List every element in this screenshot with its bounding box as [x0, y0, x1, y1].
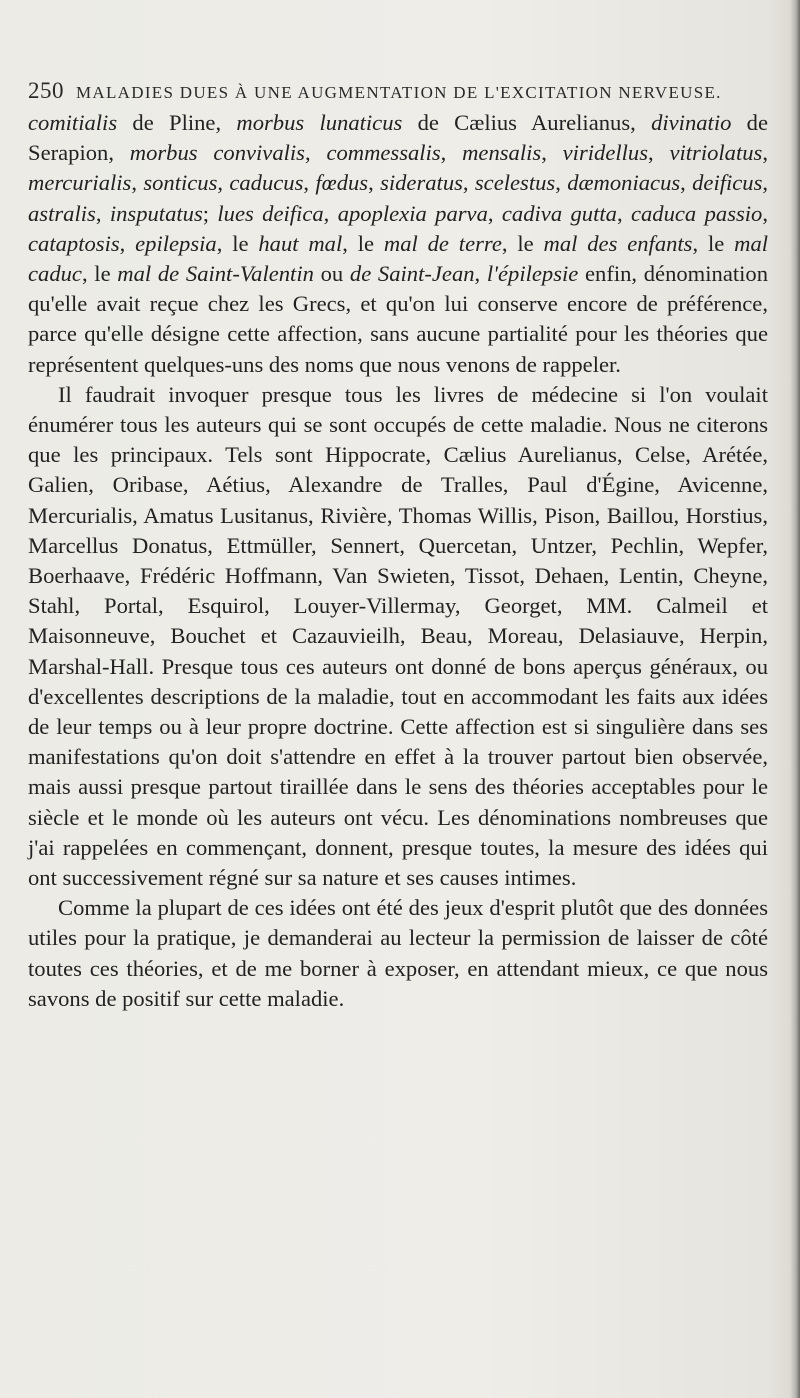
italic-term: mal de terre	[383, 230, 502, 256]
text-run: ,	[474, 261, 487, 287]
text-run: ,	[555, 170, 568, 196]
italic-term: insputatus	[109, 200, 203, 226]
italic-term: mal des enfants	[543, 230, 693, 256]
text-run: , le	[342, 230, 384, 256]
text-run: , le	[216, 230, 259, 256]
text-run: Comme la plupart de ces idées ont été des jeux d'esprit plutôt que des données utiles pour la pratique, je demanderai au lecteur la permission de laisser de côté toutes ces théories, et de me borner à exposer, en attendant mieux, ce que nous savons de positif sur cette maladie.	[28, 895, 768, 1011]
italic-term: caducus	[229, 170, 304, 196]
italic-term: astralis	[28, 200, 96, 226]
page-number: 250	[28, 78, 64, 103]
italic-term: apoplexia parva	[337, 200, 488, 226]
italic-term: morbus lunaticus	[236, 110, 403, 135]
italic-term: lues deifica	[217, 200, 324, 226]
text-run: ,	[95, 200, 110, 226]
text-run: , le	[692, 230, 735, 256]
italic-term: sonticus	[143, 170, 218, 196]
text-run: ou	[313, 261, 350, 287]
text-run: de Cælius Aurelianus,	[402, 110, 652, 135]
italic-term: caduca passio	[630, 200, 763, 226]
italic-term: sideratus	[380, 170, 463, 196]
text-run: ,	[762, 200, 769, 226]
italic-term: scelestus	[474, 170, 556, 196]
text-run: ,	[648, 140, 670, 166]
italic-term: epilepsia	[135, 230, 217, 256]
text-run: ,	[487, 200, 502, 226]
text-run: enfin, dénomination qu'elle avait reçue chez les Grecs, et qu'on lui conserve encore de préférence, parce qu'elle désigne cette affection, sans aucune partialité pour les théories que représentent quelques-uns des noms que nous venons de rappeler.	[28, 261, 769, 377]
text-run: ,	[541, 140, 563, 166]
italic-term: haut mal	[258, 230, 343, 256]
italic-term: viridellus	[562, 140, 648, 166]
italic-term: commessalis	[326, 140, 441, 166]
italic-term: de Saint-Jean	[349, 261, 475, 287]
page-header	[28, 78, 758, 104]
text-run: ,	[131, 170, 144, 196]
italic-term: mal de Saint-Valentin	[117, 261, 314, 287]
text-run: , le	[501, 230, 544, 256]
paragraph	[28, 108, 768, 380]
italic-term: divinatio	[651, 110, 732, 135]
paragraph	[28, 380, 768, 893]
italic-term: vitriolatus	[669, 140, 763, 166]
text-run: ,	[303, 170, 316, 196]
text-run: ,	[762, 140, 768, 166]
text-run: ,	[304, 140, 327, 166]
italic-term: fœdus	[315, 170, 369, 196]
text-run: ,	[119, 230, 136, 256]
text-run: de Serapion,	[28, 110, 768, 166]
italic-term: deificus	[692, 170, 763, 196]
italic-term: cataptosis	[28, 230, 120, 256]
text-run: Il faudrait invoquer presque tous les livres de médecine si l'on voulait énumérer tous les auteurs qui se sont occupés de cette maladie. Nous ne citerons que les principaux. Tels sont Hippocrate, Cælius Aurelianus, Celse, Arétée, Galien, Oribase, Aétius, Alexandre de Tralles, Paul d'Égine, Avicenne, Mercurialis, Amatus Lusitanus, Rivière, Thomas Willis, Pison, Baillou, Horstius, Marcellus Donatus, Ettmüller, Sennert, Quercetan, Untzer, Pechlin, Wepfer, Boerhaave, Frédéric Hoffmann, Van Swieten, Tissot, Dehaen, Lentin, Cheyne, Stahl, Portal, Esquirol, Louyer-Villermay, Georget, MM. Calmeil et Maisonneuve, Bouchet et Cazauvieilh, Beau, Moreau, Delasiauve, Herpin, Marshal-Hall. Presque tous ces auteurs ont donné de bons aperçus généraux, ou d'excellentes descriptions de la maladie, tout en accommodant les faits aux idées de leur temps ou à leur propre doctrine. Cette affection est si singulière dans ses manifestations qu'on doit s'attendre en effet à la trouver partout bien observée, mais aussi presque partout tiraillée dans le sens des théories acceptables pour le siècle et le monde où les auteurs ont vécu. Les dénominations nombreuses que j'ai rappelées en commençant, donnent, presque toutes, la mesure des idées qui ont successivement régné sur sa nature et ses causes intimes.	[28, 381, 768, 891]
text-run: , le	[81, 261, 118, 287]
paragraph	[28, 893, 768, 1014]
italic-term: comitialis	[28, 110, 118, 135]
page-edge-shadow	[790, 0, 800, 1398]
text-run: ,	[616, 200, 631, 226]
text-run: ,	[368, 170, 381, 196]
text-run: ,	[217, 170, 230, 196]
body-text	[28, 108, 768, 1014]
text-run: ,	[762, 170, 769, 196]
text-run: ;	[202, 200, 218, 226]
text-run: de Pline,	[117, 110, 237, 135]
text-run: ,	[323, 200, 338, 226]
text-run: ,	[440, 140, 463, 166]
italic-term: l'épilepsie	[486, 261, 579, 287]
text-run: ,	[680, 170, 693, 196]
italic-term: morbus convivalis	[129, 140, 305, 166]
italic-term: mercurialis	[28, 170, 132, 196]
italic-term: mensalis	[462, 140, 542, 166]
italic-term: dæmoniacus	[567, 170, 681, 196]
italic-term: mal caduc	[28, 230, 769, 287]
italic-term: cadiva gutta	[501, 200, 617, 226]
running-head: MALADIES DUES À UNE AUGMENTATION DE L'EXCITATION NERVEUSE.	[76, 83, 722, 102]
text-run: ,	[462, 170, 475, 196]
